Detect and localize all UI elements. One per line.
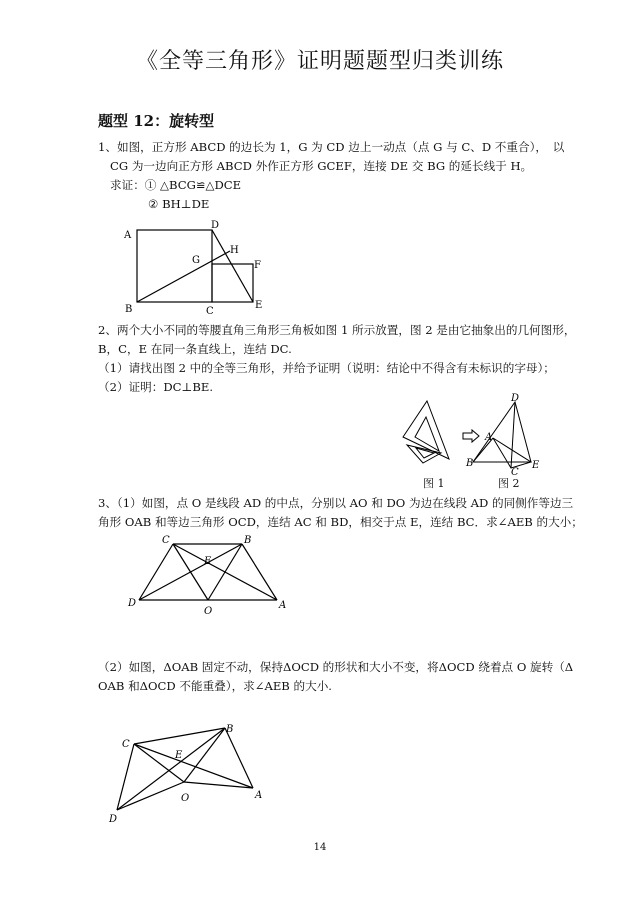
label-a: A: [255, 790, 263, 801]
label-c: C: [511, 467, 519, 478]
q2-line-2: B，C，E 在同一条直线上，连结 DC.: [98, 342, 292, 356]
q3-figure-2: [105, 718, 270, 828]
label-e: E: [204, 556, 212, 567]
segment-bh: [137, 251, 230, 302]
label-d: D: [128, 598, 137, 609]
label-a: A: [124, 230, 132, 241]
q3-figure-1: [120, 530, 295, 620]
page-number: 14: [313, 842, 327, 853]
q1-line-1: 1、如图，正方形 ABCD 的边长为 1，G 为 CD 边上一动点（点 G 与 C、D 不重合）， 以: [98, 140, 565, 154]
label-a: A: [279, 600, 287, 611]
q2-figure-2: [465, 390, 545, 478]
fig1-caption: 图 1: [423, 477, 445, 490]
q3-line-1: 3、（1）如图，点 O 是线段 AD 的中点，分别以 AO 和 DO 为边在线段 AD 的同侧作等边三: [98, 496, 574, 510]
label-g: G: [192, 255, 200, 266]
label-f: F: [254, 260, 261, 271]
q3-line-2: 角形 OAB 和等边三角形 OCD，连结 AC 和 BD，相交于点 E，连结 BC．求∠AEB 的大小；: [98, 515, 583, 529]
q2-figure-1: [395, 395, 465, 475]
q1-line-2: CG 为一边向正方形 ABCD 外作正方形 GCEF，连接 DE 交 BG 的延长线于 H。: [110, 159, 533, 173]
label-d: D: [109, 814, 118, 825]
square-gcef: [212, 264, 253, 302]
page-title: 《全等三角形》证明题题型归类训练: [135, 49, 504, 74]
label-b: B: [226, 724, 234, 735]
q2-line-4: （2）证明：DC⊥BE.: [98, 380, 214, 394]
label-d: D: [511, 393, 520, 404]
q1-line-4: ② BH⊥DE: [148, 197, 210, 211]
label-b: B: [244, 535, 252, 546]
label-a: A: [485, 432, 493, 443]
q2-line-3: （1）请找出图 2 中的全等三角形，并给予证明（说明：结论中不得含有未标识的字母）；: [98, 361, 555, 375]
q1-figure: [120, 218, 270, 318]
q3-part2-line-2: OAB 和ΔOCD 不能重叠），求∠AEB 的大小.: [98, 679, 332, 693]
section-heading: 题型 12：旋转型: [98, 112, 215, 130]
label-c: C: [206, 306, 214, 317]
label-e: E: [175, 750, 183, 761]
q3-part2-line-1: （2）如图，ΔOAB 固定不动，保持ΔOCD 的形状和大小不变，将ΔOCD 绕着点 O 旋转（Δ: [98, 660, 574, 674]
label-o: O: [181, 793, 190, 804]
label-o: O: [204, 606, 213, 617]
fig2-caption: 图 2: [498, 477, 520, 490]
label-b: B: [466, 458, 474, 469]
label-c: C: [162, 535, 170, 546]
label-e: E: [255, 300, 263, 311]
q1-line-3: 求证：① △BCG≌△DCE: [110, 178, 242, 192]
label-b: B: [125, 304, 133, 315]
label-e: E: [532, 460, 540, 471]
q2-line-1: 2、两个大小不同的等腰直角三角形三角板如图 1 所示放置，图 2 是由它抽象出的几何图形，: [98, 323, 576, 337]
label-c: C: [122, 739, 130, 750]
label-h: H: [230, 245, 239, 256]
label-d: D: [211, 220, 220, 231]
square-abcd: [137, 230, 212, 302]
segment-de: [212, 230, 253, 302]
